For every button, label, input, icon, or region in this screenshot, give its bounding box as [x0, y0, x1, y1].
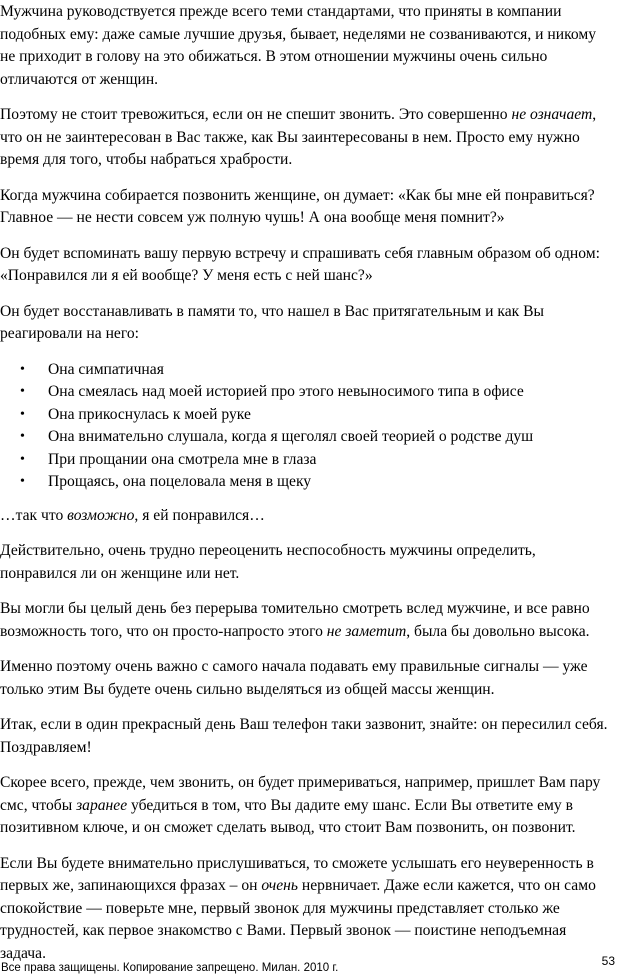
bullet-icon: •: [20, 406, 25, 422]
list-item: [0, 449, 615, 472]
emphasis-text: заранее: [76, 796, 128, 814]
emphasis-text: возможно: [67, 506, 135, 524]
list-item: [0, 381, 615, 404]
bullet-icon: •: [20, 361, 25, 377]
text-segment: Если Вы будете внимательно прислушиваться, то сможете услышать его неуверенность в первых же, запинающихся фразах – он: [0, 854, 594, 894]
paragraphs-after-list: [0, 505, 615, 966]
text-segment: , я ей понравился…: [134, 506, 265, 524]
list-item-text: Она прикоснулась к моей руке: [48, 405, 251, 423]
text-segment: Мужчина руководствуется прежде всего теми стандартами, что приняты в компании подобных ему: даже самые лучшие друзья, бывает, неделями не созваниваются, и никому не приходит в голову на это обижаться. В этом отношении мужчины очень сильно отличаются от женщин.: [0, 3, 597, 88]
page-number: 53: [601, 954, 615, 968]
emphasis-text: очень: [261, 877, 298, 894]
text-segment: Итак, если в один прекрасный день Ваш телефон таки зазвонит, знайте: он пересилил себя. Поздравляем!: [0, 716, 608, 756]
text-segment: нервничает. Даже если кажется, что он само спокойствие — поверьте мне, первый звонок для мужчины представляет столько же трудностей, как первое знакомство с Вами. Первый звонок — поистине неподъемная задача.: [0, 877, 596, 962]
paragraph: [0, 540, 615, 585]
list-item-text: Она смеялась над моей историей про этого невыносимого типа в офисе: [48, 383, 524, 400]
list-item: [0, 359, 615, 382]
paragraph: [0, 772, 615, 840]
list-item: [0, 471, 615, 494]
paragraph: [0, 853, 615, 966]
list-item-text: Она внимательно слушала, когда я щеголял своей теорией о родстве душ: [48, 428, 534, 445]
list-item-text: Прощаясь, она поцеловала меня в щеку: [48, 473, 312, 490]
text-segment: Скорее всего, прежде, чем звонить, он будет примериваться, например, пришлет Вам пару смс, чтобы: [0, 774, 601, 814]
bullet-icon: •: [20, 451, 25, 467]
bullet-icon: •: [20, 474, 25, 489]
text-segment: убедиться в том, что Вы дадите ему шанс. Если Вы ответите ему в позитивном ключе, и он сможет сделать вывод, что стоит Вам позвонить, он позвонит.: [0, 796, 576, 836]
text-segment: , что он не заинтересован в Вас также, как Вы заинтересованы в нем. Просто ему нужно время для того, чтобы набраться храбрости.: [0, 106, 597, 168]
copyright-notice: Все права защищены. Копирование запрещено. Милан. 2010 г.: [1, 962, 339, 974]
list-item-text: При прощании она смотрела мне в глаза: [48, 450, 317, 468]
emphasis-text: не заметит: [326, 622, 407, 640]
paragraphs-before-list: [0, 1, 615, 346]
paragraph: [0, 243, 615, 288]
text-segment: Вы могли бы целый день без перерыва томительно смотреть вслед мужчине, и все равно возможность того, что он просто-напросто этого: [0, 600, 590, 640]
paragraph: [0, 301, 615, 346]
paragraph: [0, 714, 615, 759]
text-segment: Он будет вспоминать вашу первую встречу и спрашивать себя главным образом об одном: «Понравился ли я ей вообще? У меня есть с ней шанс?»: [0, 244, 600, 284]
paragraph: [0, 505, 615, 528]
paragraph: [0, 104, 615, 172]
list-item: [0, 404, 615, 427]
text-segment: Именно поэтому очень важно с самого начала подавать ему правильные сигналы — уже только этим Вы будете очень сильно выделяться из общей массы женщин.: [0, 658, 588, 698]
list-item: [0, 426, 615, 449]
paragraph: [0, 656, 615, 701]
paragraph: [0, 1, 615, 91]
text-segment: Он будет восстанавливать в памяти то, что нашел в Вас притягательным и как Вы реагировали на него:: [0, 302, 544, 342]
paragraph: [0, 185, 615, 230]
text-segment: Когда мужчина собирается позвонить женщине, он думает: «Как бы мне ей понравиться? Главное — не нести совсем уж полную чушь! А она вообще меня помнит?»: [0, 186, 595, 226]
text-segment: , была бы довольно высока.: [406, 622, 590, 640]
bullet-icon: •: [20, 384, 25, 399]
list-item-text: Она симпатичная: [48, 360, 164, 378]
bullet-icon: •: [20, 429, 25, 444]
text-segment: …так что: [0, 506, 68, 524]
text-segment: Поэтому не стоит тревожиться, если он не спешит звонить. Это совершенно: [0, 106, 512, 123]
emphasis-text: не означает: [511, 106, 593, 123]
text-segment: Действительно, очень трудно переоценить неспособность мужчины определить, понравился ли он женщине или нет.: [0, 542, 536, 582]
paragraph: [0, 598, 615, 643]
bullet-list: [0, 359, 615, 494]
page-footer: [0, 954, 620, 979]
